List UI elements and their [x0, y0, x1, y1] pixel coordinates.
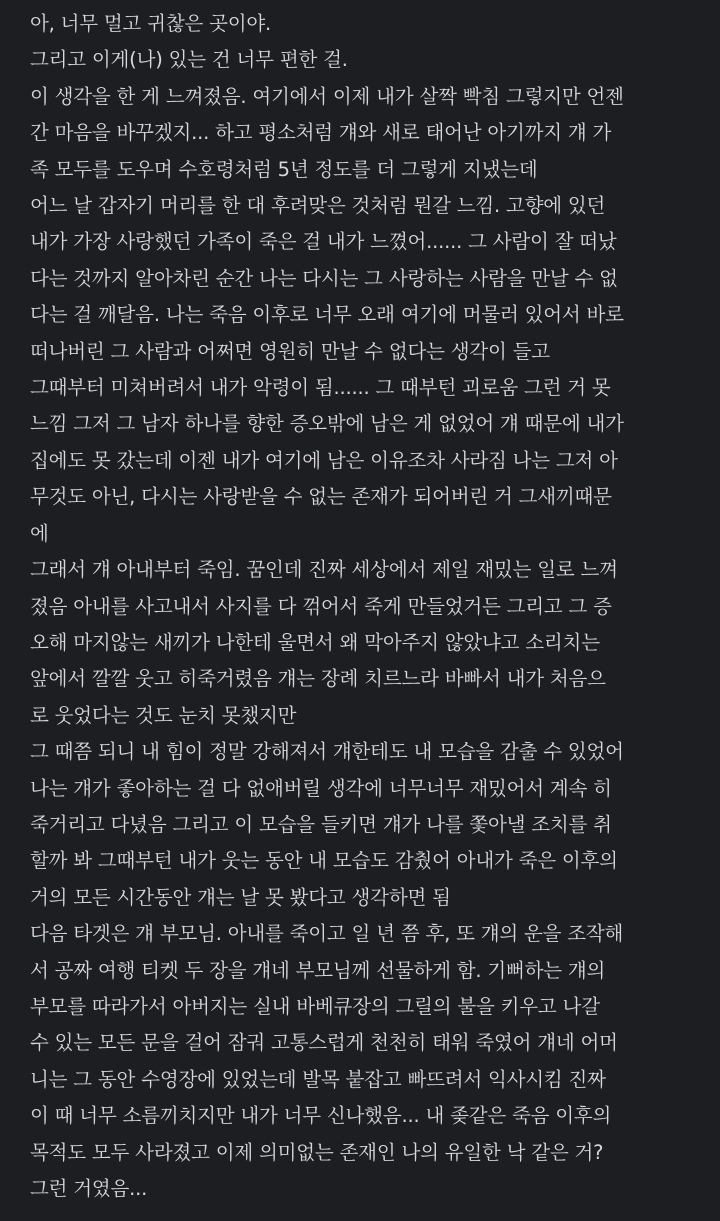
text-line: 나는 걔가 좋아하는 걸 다 없애버릴 생각에 너무너무 재밌어서 계속 히: [30, 776, 612, 800]
text-line: 족 모두를 도우며 수호령처럼 5년 정도를 더 그렇게 지냈는데: [30, 157, 538, 181]
text-line: 앞에서 깔깔 웃고 히죽거렸음 걔는 장례 치르느라 바빠서 내가 처음으: [30, 667, 606, 691]
text-line: 수 있는 모든 문을 걸어 잠궈 고통스럽게 천천히 태워 죽였어 걔네 어머: [30, 1031, 618, 1055]
text-line: 그래서 걔 아내부터 죽임. 꿈인데 진짜 세상에서 제일 재밌는 일로 느껴: [30, 558, 618, 582]
text-line: 어느 날 갑자기 머리를 한 대 후려맞은 것처럼 뭔갈 느낌. 고향에 있던: [30, 194, 606, 218]
text-line: 무것도 아닌, 다시는 사랑받을 수 없는 존재가 되어버린 거 그새끼때문: [30, 485, 612, 509]
text-line: 부모를 따라가서 아버지는 실내 바베큐장의 그릴의 불을 키우고 나갈: [30, 994, 600, 1018]
text-line: 집에도 못 갔는데 이젠 내가 여기에 남은 이유조차 사라짐 나는 그저 아: [30, 448, 618, 472]
text-line: 죽거리고 다녔음 그리고 이 모습을 들키면 걔가 나를 쫓아낼 조치를 취: [30, 812, 612, 836]
text-line: 그때부터 미쳐버려서 내가 악령이 됨...... 그 때부턴 괴로움 그런 거 못: [30, 376, 611, 400]
text-line: 거의 모든 시간동안 걔는 날 못 봤다고 생각하면 됨: [30, 885, 451, 909]
text-line: 목적도 모두 사라졌고 이제 의미없는 존재인 나의 유일한 낙 같은 거?: [30, 1140, 604, 1164]
text-line: 오해 마지않는 새끼가 나한테 울면서 왜 막아주지 않았냐고 소리치는: [30, 630, 600, 654]
text-line: 에: [30, 521, 49, 545]
text-line: 느낌 그저 그 남자 하나를 향한 증오밖에 남은 게 없었어 걔 때문에 내가: [30, 412, 624, 436]
text-line: 니는 그 동안 수영장에 있었는데 발목 붙잡고 빠뜨려서 익사시킴 진짜: [30, 1067, 606, 1091]
text-line: 서 공짜 여행 티켓 두 장을 걔네 부모님께 선물하게 함. 기뻐하는 걔의: [30, 958, 606, 982]
text-line: 이 때 너무 소름끼치지만 내가 너무 신나했음... 내 좆같은 죽음 이후의: [30, 1104, 612, 1128]
text-line: 다음 타겟은 걔 부모님. 아내를 죽이고 일 년 쯤 후, 또 걔의 운을 조작해: [30, 922, 624, 946]
text-line: 로 웃었다는 것도 눈치 못챘지만: [30, 703, 297, 727]
text-line: 졌음 아내를 사고내서 사지를 다 꺾어서 죽게 만들었거든 그리고 그 증: [30, 594, 612, 618]
text-line: 다는 걸 깨달음. 나는 죽음 이후로 너무 오래 여기에 머물러 있어서 바로: [30, 303, 624, 327]
text-line: 간 마음을 바꾸겠지... 하고 평소처럼 걔와 새로 태어난 아기까지 걔 가: [30, 121, 612, 145]
text-line: 다는 것까지 알아차린 순간 나는 다시는 그 사랑하는 사람을 만날 수 없: [30, 266, 618, 290]
text-line: 이 생각을 한 게 느껴졌음. 여기에서 이제 내가 살짝 빡침 그렇지만 언젠: [30, 84, 624, 108]
text-line: 그 때쯤 되니 내 힘이 정말 강해져서 걔한테도 내 모습을 감출 수 있었어: [30, 740, 624, 764]
text-line: 떠나버린 그 사람과 어쩌면 영원히 만날 수 없다는 생각이 들고: [30, 339, 550, 363]
text-line: 그리고 이게(나) 있는 건 너무 편한 걸.: [30, 48, 348, 72]
text-line: 그런 거였음...: [30, 1177, 148, 1200]
text-line: 내가 가장 사랑했던 가족이 죽은 걸 내가 느꼈어...... 그 사람이 잘 떠났: [30, 230, 617, 254]
text-line: 할까 봐 그때부턴 내가 웃는 동안 내 모습도 감췄어 아내가 죽은 이후의: [30, 849, 618, 873]
text-line: 아, 너무 멀고 귀찮은 곳이야.: [30, 12, 271, 35]
